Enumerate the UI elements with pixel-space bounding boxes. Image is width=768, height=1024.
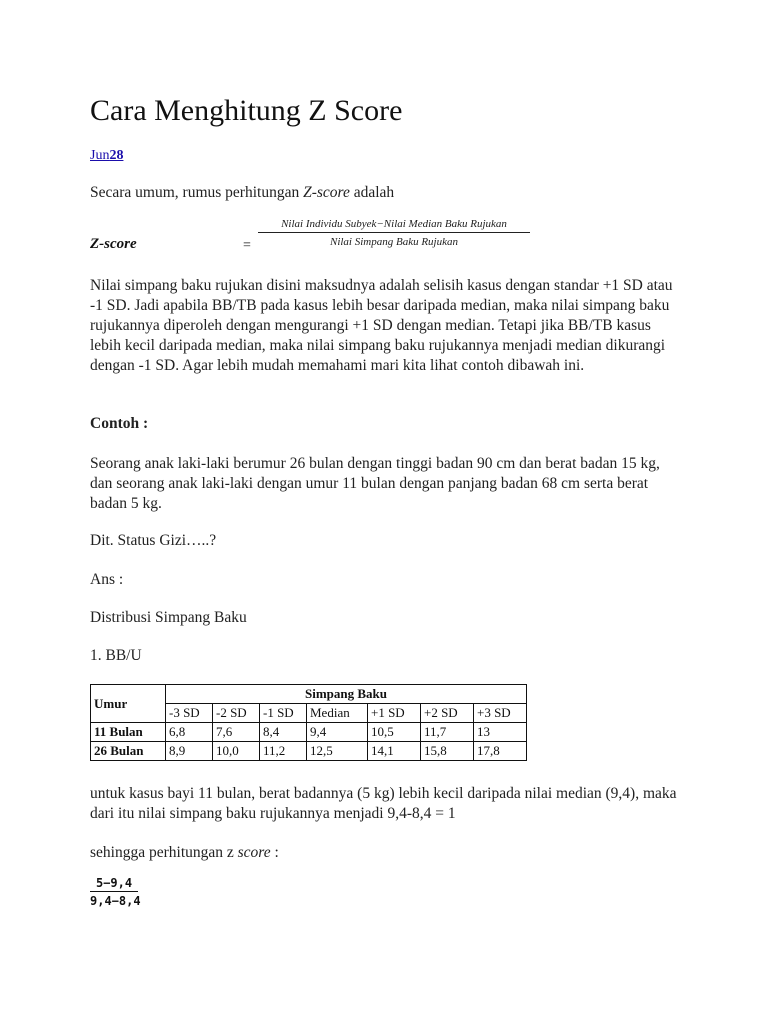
formula-numerator: Nilai Individu Subyek−Nilai Median Baku Rujukan xyxy=(258,218,530,233)
col-header: +3 SD xyxy=(474,704,527,723)
intro-text-end: adalah xyxy=(349,184,395,201)
table-cell: 8,4 xyxy=(260,723,307,742)
col-header: -2 SD xyxy=(213,704,260,723)
umur-header: Umur xyxy=(91,685,166,723)
formula-label: Z-score xyxy=(90,236,137,252)
calc-denominator: 9,4−8,4 xyxy=(90,894,141,908)
intro-text: Secara umum, rumus perhitungan xyxy=(90,184,304,201)
date-month: Jun xyxy=(90,148,110,163)
explanation-paragraph: Nilai simpang baku rujukan disini maksudnya adalah selisih kasus dengan standar +1 SD atau -1 SD. Jadi apabila BB/TB pada kasus lebih besar daripada median, maka nilai simpang baku rujukannya diperoleh dengan mengurangi +1 SD dengan median. Tetapi jika BB/TB kasus lebih kecil daripada median, maka nilai simpang baku rujukannya menjadi median dikurangi dengan -1 SD. Agar lebih mudah memahami mari kita lihat contoh dibawah ini. xyxy=(90,277,673,374)
table-cell: 12,5 xyxy=(307,742,368,761)
table-header-row xyxy=(91,685,527,704)
calc-numerator: 5−9,4 xyxy=(90,876,138,892)
calc-intro xyxy=(90,843,680,863)
table-cell: 11,7 xyxy=(421,723,474,742)
col-header: +2 SD xyxy=(421,704,474,723)
table-cell: 6,8 xyxy=(166,723,213,742)
simpang-baku-header: Simpang Baku xyxy=(166,685,527,704)
intro-zscore-term: Z-score xyxy=(303,184,350,201)
distribution-heading: Distribusi Simpang Baku xyxy=(90,609,247,626)
calc-intro-colon: : xyxy=(270,844,279,861)
table-cell: 11,2 xyxy=(260,742,307,761)
calc-intro-text: sehingga perhitungan z xyxy=(90,844,238,861)
formula-equals: = xyxy=(243,238,251,253)
table-cell: 10,5 xyxy=(368,723,421,742)
question-text: Dit. Status Gizi…..? xyxy=(90,532,217,549)
example-paragraph: Seorang anak laki-laki berumur 26 bulan dengan tinggi badan 90 cm dan berat badan 15 kg, dan seorang anak laki-laki dengan umur 11 bulan dengan panjang badan 68 cm serta berat badan 5 kg. xyxy=(90,455,660,512)
simpang-baku-table xyxy=(90,684,527,761)
table-row xyxy=(91,723,527,742)
table-cell: 7,6 xyxy=(213,723,260,742)
zscore-formula xyxy=(90,218,540,258)
formula-denominator: Nilai Simpang Baku Rujukan xyxy=(329,236,458,248)
formula-fraction xyxy=(258,218,530,248)
row-label: 11 Bulan xyxy=(91,723,166,742)
case-paragraph: untuk kasus bayi 11 bulan, berat badannya (5 kg) lebih kecil daripada nilai median (9,4), maka dari itu nilai simpang baku rujukannya menjadi 9,4-8,4 = 1 xyxy=(90,785,677,822)
table-cell: 17,8 xyxy=(474,742,527,761)
col-header: +1 SD xyxy=(368,704,421,723)
table-cell: 14,1 xyxy=(368,742,421,761)
col-header: -1 SD xyxy=(260,704,307,723)
answer-label: Ans : xyxy=(90,571,124,588)
date-link[interactable] xyxy=(90,148,123,164)
row-label: 26 Bulan xyxy=(91,742,166,761)
section-bbu: 1. BB/U xyxy=(90,647,142,664)
intro-paragraph xyxy=(90,183,680,203)
date-day: 28 xyxy=(109,148,124,163)
table-cell: 15,8 xyxy=(421,742,474,761)
col-header: -3 SD xyxy=(166,704,213,723)
calc-fraction xyxy=(90,876,141,908)
page-title: Cara Menghitung Z Score xyxy=(90,94,403,127)
table-cell: 9,4 xyxy=(307,723,368,742)
calc-intro-score: score xyxy=(237,844,271,861)
example-heading: Contoh : xyxy=(90,415,149,432)
table-cell: 8,9 xyxy=(166,742,213,761)
table-cell: 13 xyxy=(474,723,527,742)
col-header: Median xyxy=(307,704,368,723)
table-cell: 10,0 xyxy=(213,742,260,761)
table-row xyxy=(91,742,527,761)
